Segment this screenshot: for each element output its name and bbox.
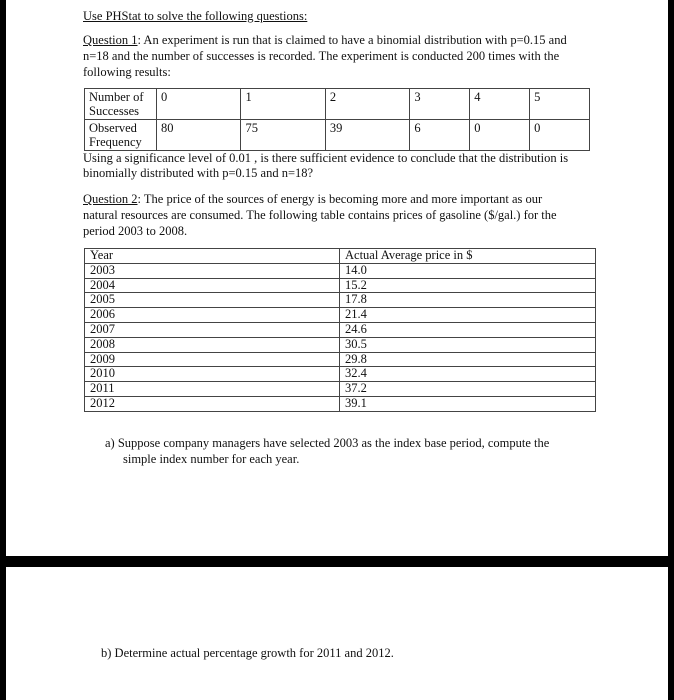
part-a-line-1: a) Suppose company managers have selected 2003 as the index base period, compute the — [105, 436, 550, 450]
price-cell: 39.1 — [340, 396, 596, 411]
part-b-line: b) Determine actual percentage growth for 2011 and 2012. — [101, 646, 394, 660]
q1-text-1: : An experiment is run that is claimed to have a binomial distribution with p=0.15 and — [137, 33, 567, 47]
table-row — [85, 337, 596, 352]
table-row — [85, 263, 596, 278]
gasoline-price-table — [84, 248, 596, 412]
q1-text-2: n=18 and the number of successes is recorded. The experiment is conducted 200 times with the — [83, 49, 560, 63]
year-cell: 2011 — [85, 382, 340, 397]
price-header: Actual Average price in $ — [340, 249, 596, 264]
successes-cell: 0 — [157, 89, 241, 120]
q2-text-2: natural resources are consumed. The following table contains prices of gasoline ($/gal.) for the — [83, 208, 557, 222]
q2-label: Question 2 — [83, 192, 138, 206]
year-cell: 2012 — [85, 396, 340, 411]
year-cell: 2003 — [85, 263, 340, 278]
q1-line-1 — [83, 33, 567, 48]
header-title: Use PHStat to solve the following questions: — [83, 9, 308, 23]
q1-after-1: Using a significance level of 0.01 , is there sufficient evidence to conclude that the distribution is — [83, 151, 569, 165]
table-row — [85, 322, 596, 337]
q1-label: Question 1 — [83, 33, 138, 47]
price-cell: 24.6 — [340, 322, 596, 337]
observed-cell: 80 — [157, 120, 241, 151]
table-row — [85, 352, 596, 367]
observed-cell: 75 — [241, 120, 325, 151]
price-cell: 29.8 — [340, 352, 596, 367]
q2-text-1: : The price of the sources of energy is becoming more and more important as our — [137, 192, 543, 206]
year-header: Year — [85, 249, 340, 264]
year-cell: 2006 — [85, 308, 340, 323]
part-a-line-2: simple index number for each year. — [123, 452, 300, 466]
q2-line-1 — [83, 192, 542, 207]
observed-cell: 39 — [325, 120, 409, 151]
table-row — [85, 293, 596, 308]
table-row — [85, 367, 596, 382]
observed-label: Observed Frequency — [85, 120, 157, 151]
price-cell: 14.0 — [340, 263, 596, 278]
year-cell: 2004 — [85, 278, 340, 293]
year-cell: 2008 — [85, 337, 340, 352]
successes-cell: 4 — [470, 89, 530, 120]
year-cell: 2007 — [85, 322, 340, 337]
price-cell: 37.2 — [340, 382, 596, 397]
document-page-top — [6, 0, 668, 556]
price-cell: 21.4 — [340, 308, 596, 323]
document-page-bottom — [6, 567, 668, 700]
price-cell: 17.8 — [340, 293, 596, 308]
observed-cell: 0 — [470, 120, 530, 151]
successes-cell: 2 — [325, 89, 409, 120]
successes-row — [85, 89, 590, 120]
table-row — [85, 278, 596, 293]
year-cell: 2005 — [85, 293, 340, 308]
observed-row — [85, 120, 590, 151]
year-cell: 2009 — [85, 352, 340, 367]
q1-text-3: following results: — [83, 65, 171, 79]
successes-cell: 1 — [241, 89, 325, 120]
q2-text-3: period 2003 to 2008. — [83, 224, 188, 238]
price-cell: 15.2 — [340, 278, 596, 293]
price-cell: 30.5 — [340, 337, 596, 352]
table-row — [85, 396, 596, 411]
year-cell: 2010 — [85, 367, 340, 382]
price-header-row — [85, 249, 596, 264]
successes-label: Number of Successes — [85, 89, 157, 120]
successes-cell: 3 — [410, 89, 470, 120]
price-cell: 32.4 — [340, 367, 596, 382]
table-row — [85, 308, 596, 323]
observed-cell: 0 — [530, 120, 590, 151]
table-row — [85, 382, 596, 397]
binomial-table — [84, 88, 590, 151]
observed-cell: 6 — [410, 120, 470, 151]
successes-cell: 5 — [530, 89, 590, 120]
q1-after-2: binomially distributed with p=0.15 and n=18? — [83, 166, 314, 180]
